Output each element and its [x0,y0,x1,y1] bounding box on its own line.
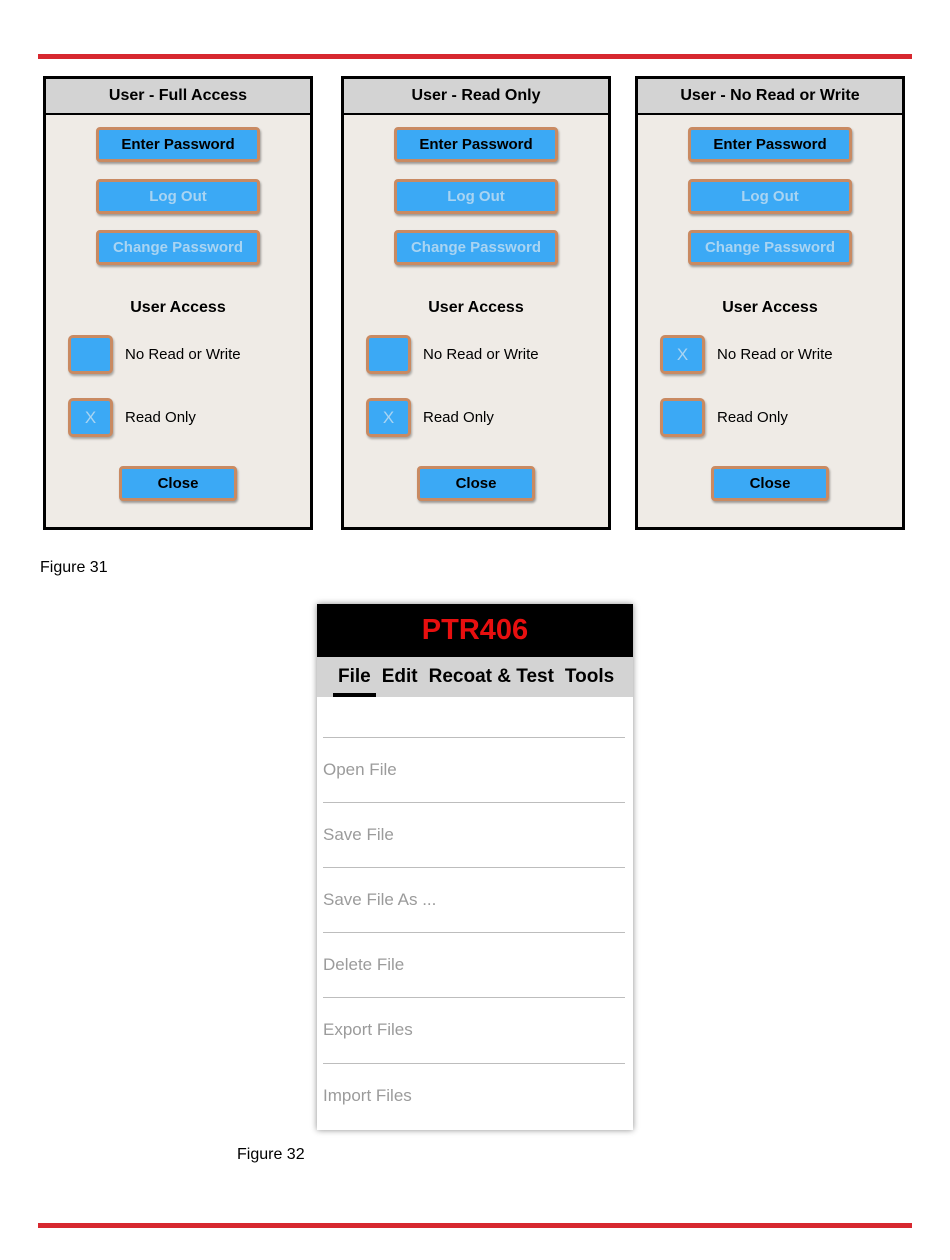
log-out-button[interactable]: Log Out [394,179,558,214]
read-only-checkbox[interactable]: X [68,398,113,437]
bottom-divider [38,1223,912,1228]
menu-recoat-test[interactable]: Recoat & Test [428,666,554,687]
user-read-only-dialog [341,76,611,530]
app-title: PTR406 [317,604,633,657]
checkbox-label: No Read or Write [717,346,833,363]
read-only-checkbox[interactable] [660,398,705,437]
menu-item-save-file[interactable]: Save File [323,802,625,867]
checkbox-label: No Read or Write [423,346,539,363]
app-file-menu-screen [317,604,633,1130]
enter-password-button[interactable]: Enter Password [688,127,852,162]
checkbox-label: No Read or Write [125,346,241,363]
user-access-heading: User Access [722,299,818,316]
user-full-access-dialog [43,76,313,530]
dialog-title: User - Full Access [46,79,310,115]
user-access-heading: User Access [130,299,226,316]
read-only-option [660,398,788,437]
menu-tools[interactable]: Tools [564,666,615,687]
top-divider [38,54,912,59]
enter-password-button[interactable]: Enter Password [394,127,558,162]
checkbox-label: Read Only [125,409,196,426]
change-password-button[interactable]: Change Password [96,230,260,265]
menu-item-import-files[interactable]: Import Files [323,1063,625,1128]
menu-bar [317,657,633,697]
menu-item-export-files[interactable]: Export Files [323,997,625,1062]
read-only-checkbox[interactable]: X [366,398,411,437]
log-out-button[interactable]: Log Out [688,179,852,214]
menu-item-save-file-as[interactable]: Save File As ... [323,867,625,932]
change-password-button[interactable]: Change Password [688,230,852,265]
no-read-or-write-checkbox[interactable] [366,335,411,374]
menu-item-open-file[interactable]: Open File [323,737,625,802]
no-read-or-write-checkbox[interactable] [68,335,113,374]
menu-edit[interactable]: Edit [381,666,418,687]
checkbox-label: Read Only [423,409,494,426]
dialog-title: User - No Read or Write [638,79,902,115]
dialog-title: User - Read Only [344,79,608,115]
enter-password-button[interactable]: Enter Password [96,127,260,162]
figure-32-caption: Figure 32 [237,1146,305,1163]
user-no-read-or-write-dialog [635,76,905,530]
figure-31-caption: Figure 31 [40,559,108,576]
user-access-heading: User Access [428,299,524,316]
read-only-option [366,398,494,437]
checkbox-label: Read Only [717,409,788,426]
no-read-or-write-option [660,335,833,374]
no-read-or-write-checkbox[interactable]: X [660,335,705,374]
close-button[interactable]: Close [119,466,237,501]
log-out-button[interactable]: Log Out [96,179,260,214]
change-password-button[interactable]: Change Password [394,230,558,265]
close-button[interactable]: Close [711,466,829,501]
close-button[interactable]: Close [417,466,535,501]
menu-file[interactable]: File [338,666,371,687]
no-read-or-write-option [68,335,241,374]
menu-item-delete-file[interactable]: Delete File [323,932,625,997]
no-read-or-write-option [366,335,539,374]
read-only-option [68,398,196,437]
